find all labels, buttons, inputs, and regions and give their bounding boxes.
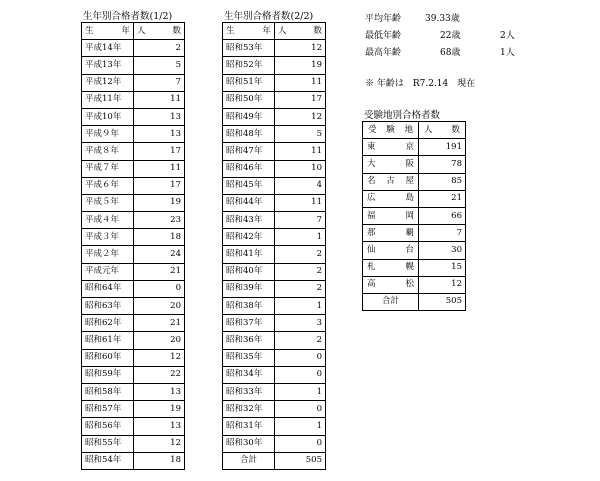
table-row	[82, 401, 185, 418]
table-row	[82, 74, 185, 91]
birth-year-cell: 昭和42年	[223, 229, 275, 246]
table1-title: 生年別合格者数(1/2)	[83, 11, 173, 22]
birth-year-cell: 昭和31年	[223, 418, 275, 435]
count-cell: 12	[275, 108, 326, 125]
count-cell: 0	[275, 349, 326, 366]
table-row	[223, 332, 326, 349]
table-row	[223, 401, 326, 418]
count-cell: 13	[134, 108, 185, 125]
table-row	[363, 139, 466, 156]
birth-year-cell: 昭和48年	[223, 126, 275, 143]
count-cell: 7	[275, 212, 326, 229]
count-cell: 11	[275, 143, 326, 160]
table-row	[82, 383, 185, 400]
birth-year-table-2	[222, 22, 326, 470]
table-row	[223, 126, 326, 143]
table-row	[223, 74, 326, 91]
count-cell: 7	[419, 225, 466, 242]
birth-year-cell: 昭和34年	[223, 366, 275, 383]
count-cell: 18	[134, 452, 185, 469]
table-row	[82, 212, 185, 229]
count-cell: 15	[419, 259, 466, 276]
count-cell: 12	[134, 435, 185, 452]
table-row	[82, 143, 185, 160]
count-cell: 19	[275, 57, 326, 74]
header-count: 人 数	[134, 23, 185, 40]
count-cell: 10	[275, 160, 326, 177]
count-cell: 1	[275, 298, 326, 315]
table-row	[223, 263, 326, 280]
total-label: 合計	[223, 452, 275, 469]
table-row	[363, 173, 466, 190]
birth-year-cell: 平成６年	[82, 177, 134, 194]
birth-year-cell: 昭和57年	[82, 401, 134, 418]
table-row	[223, 315, 326, 332]
birth-year-cell: 昭和49年	[223, 108, 275, 125]
count-cell: 12	[419, 276, 466, 293]
count-cell: 1	[275, 229, 326, 246]
table-row	[363, 276, 466, 293]
birth-year-cell: 昭和58年	[82, 383, 134, 400]
count-cell: 30	[419, 242, 466, 259]
table-row	[82, 280, 185, 297]
count-cell: 2	[275, 246, 326, 263]
count-cell: 21	[134, 263, 185, 280]
birth-year-cell: 昭和44年	[223, 194, 275, 211]
table-row	[223, 246, 326, 263]
count-cell: 17	[275, 91, 326, 108]
avg-age-value: 39.33歳	[425, 14, 460, 24]
table-row	[82, 332, 185, 349]
table-header	[82, 23, 185, 40]
total-count: 505	[419, 293, 466, 310]
count-cell: 85	[419, 173, 466, 190]
count-cell: 19	[134, 194, 185, 211]
table-row	[82, 298, 185, 315]
birth-year-cell: 昭和59年	[82, 366, 134, 383]
birth-year-cell: 昭和37年	[223, 315, 275, 332]
birth-year-cell: 昭和30年	[223, 435, 275, 452]
table-row	[223, 418, 326, 435]
count-cell: 12	[275, 40, 326, 57]
max-age-label: 最高年齢	[365, 48, 402, 58]
table-row	[363, 207, 466, 224]
total-count: 505	[275, 452, 326, 469]
exam-site-table	[362, 121, 466, 311]
total-row	[363, 293, 466, 310]
header-place: 受 験 地	[363, 122, 419, 139]
count-cell: 0	[275, 366, 326, 383]
count-cell: 24	[134, 246, 185, 263]
table-row	[82, 366, 185, 383]
max-age-people: 1人	[500, 48, 515, 58]
count-cell: 2	[275, 263, 326, 280]
table-row	[82, 435, 185, 452]
count-cell: 0	[275, 435, 326, 452]
birth-year-cell: 平成10年	[82, 108, 134, 125]
header-year: 生 年	[82, 23, 134, 40]
birth-year-cell: 平成13年	[82, 57, 134, 74]
count-cell: 0	[134, 280, 185, 297]
count-cell: 20	[134, 332, 185, 349]
birth-year-cell: 昭和45年	[223, 177, 275, 194]
table-row	[223, 298, 326, 315]
count-cell: 2	[134, 40, 185, 57]
table-row	[363, 259, 466, 276]
min-age-label: 最低年齢	[365, 31, 402, 41]
birth-year-cell: 平成８年	[82, 143, 134, 160]
table-row	[82, 452, 185, 469]
min-age-people: 2人	[500, 31, 515, 41]
table-header	[223, 23, 326, 40]
count-cell: 1	[275, 383, 326, 400]
table-row	[363, 190, 466, 207]
birth-year-cell: 昭和51年	[223, 74, 275, 91]
birth-year-cell: 平成元年	[82, 263, 134, 280]
count-cell: 17	[134, 143, 185, 160]
count-cell: 2	[275, 332, 326, 349]
table-row	[82, 263, 185, 280]
count-cell: 22	[134, 366, 185, 383]
birth-year-cell: 平成11年	[82, 91, 134, 108]
exam-site-cell: 那覇	[363, 225, 419, 242]
exam-site-cell: 東京	[363, 139, 419, 156]
avg-age-label: 平均年齢	[365, 14, 402, 24]
table-row	[82, 349, 185, 366]
birth-year-cell: 昭和41年	[223, 246, 275, 263]
table2-title: 生年別合格者数(2/2)	[224, 11, 314, 22]
birth-year-cell: 昭和47年	[223, 143, 275, 160]
min-age-value: 22歳	[440, 31, 461, 41]
birth-year-cell: 平成５年	[82, 194, 134, 211]
count-cell: 0	[275, 401, 326, 418]
count-cell: 78	[419, 156, 466, 173]
count-cell: 21	[419, 190, 466, 207]
header-year: 生 年	[223, 23, 275, 40]
count-cell: 1	[275, 418, 326, 435]
table-row	[223, 160, 326, 177]
total-label: 合計	[363, 293, 419, 310]
table-row	[223, 57, 326, 74]
table-row	[82, 315, 185, 332]
birth-year-cell: 昭和35年	[223, 349, 275, 366]
table-row	[223, 280, 326, 297]
count-cell: 66	[419, 207, 466, 224]
count-cell: 20	[134, 298, 185, 315]
age-reference-note: ※ 年齢は R7.2.14 現在	[365, 79, 476, 89]
birth-year-cell: 平成４年	[82, 212, 134, 229]
birth-year-cell: 平成７年	[82, 160, 134, 177]
exam-site-cell: 広島	[363, 190, 419, 207]
count-cell: 19	[134, 401, 185, 418]
table-row	[82, 57, 185, 74]
birth-year-cell: 昭和53年	[223, 40, 275, 57]
count-cell: 12	[134, 349, 185, 366]
table-row	[223, 40, 326, 57]
table-row	[363, 225, 466, 242]
table-row	[82, 108, 185, 125]
table-row	[223, 108, 326, 125]
count-cell: 11	[134, 91, 185, 108]
birth-year-cell: 平成３年	[82, 229, 134, 246]
count-cell: 11	[275, 194, 326, 211]
birth-year-table-1	[81, 22, 185, 470]
count-cell: 21	[134, 315, 185, 332]
table-row	[82, 40, 185, 57]
exam-site-cell: 大阪	[363, 156, 419, 173]
table-row	[82, 194, 185, 211]
header-count: 人 数	[419, 122, 466, 139]
count-cell: 13	[134, 418, 185, 435]
exam-site-cell: 札幌	[363, 259, 419, 276]
birth-year-cell: 昭和39年	[223, 280, 275, 297]
count-cell: 11	[275, 74, 326, 91]
table-row	[223, 194, 326, 211]
birth-year-cell: 昭和55年	[82, 435, 134, 452]
table-row	[223, 177, 326, 194]
birth-year-cell: 昭和61年	[82, 332, 134, 349]
table-row	[82, 177, 185, 194]
birth-year-cell: 平成14年	[82, 40, 134, 57]
table-row	[223, 366, 326, 383]
table-row	[82, 418, 185, 435]
birth-year-cell: 昭和32年	[223, 401, 275, 418]
birth-year-cell: 昭和36年	[223, 332, 275, 349]
birth-year-cell: 昭和64年	[82, 280, 134, 297]
table-header	[363, 122, 466, 139]
birth-year-cell: 昭和50年	[223, 91, 275, 108]
table-row	[223, 383, 326, 400]
total-row	[223, 452, 326, 469]
table-row	[223, 229, 326, 246]
birth-year-cell: 昭和60年	[82, 349, 134, 366]
count-cell: 7	[134, 74, 185, 91]
count-cell: 3	[275, 315, 326, 332]
table-row	[223, 349, 326, 366]
birth-year-cell: 昭和38年	[223, 298, 275, 315]
table-row	[223, 143, 326, 160]
count-cell: 11	[134, 160, 185, 177]
birth-year-cell: 昭和56年	[82, 418, 134, 435]
exam-site-cell: 福岡	[363, 207, 419, 224]
table-row	[82, 246, 185, 263]
exam-site-cell: 高松	[363, 276, 419, 293]
birth-year-cell: 平成９年	[82, 126, 134, 143]
count-cell: 23	[134, 212, 185, 229]
birth-year-cell: 昭和40年	[223, 263, 275, 280]
table-row	[223, 435, 326, 452]
count-cell: 2	[275, 280, 326, 297]
table-row	[363, 156, 466, 173]
table-row	[82, 160, 185, 177]
header-count: 人 数	[275, 23, 326, 40]
birth-year-cell: 平成12年	[82, 74, 134, 91]
count-cell: 13	[134, 383, 185, 400]
count-cell: 191	[419, 139, 466, 156]
birth-year-cell: 昭和63年	[82, 298, 134, 315]
birth-year-cell: 昭和52年	[223, 57, 275, 74]
count-cell: 13	[134, 126, 185, 143]
birth-year-cell: 昭和43年	[223, 212, 275, 229]
table3-title: 受験地別合格者数	[364, 110, 441, 121]
exam-site-cell: 名古屋	[363, 173, 419, 190]
birth-year-cell: 昭和62年	[82, 315, 134, 332]
table-row	[82, 229, 185, 246]
count-cell: 4	[275, 177, 326, 194]
count-cell: 18	[134, 229, 185, 246]
table-row	[223, 212, 326, 229]
count-cell: 17	[134, 177, 185, 194]
exam-site-cell: 仙台	[363, 242, 419, 259]
count-cell: 5	[275, 126, 326, 143]
count-cell: 5	[134, 57, 185, 74]
birth-year-cell: 昭和46年	[223, 160, 275, 177]
birth-year-cell: 昭和54年	[82, 452, 134, 469]
table-row	[223, 91, 326, 108]
table-row	[82, 126, 185, 143]
birth-year-cell: 昭和33年	[223, 383, 275, 400]
table-row	[82, 91, 185, 108]
table-row	[363, 242, 466, 259]
birth-year-cell: 平成２年	[82, 246, 134, 263]
max-age-value: 68歳	[440, 48, 461, 58]
